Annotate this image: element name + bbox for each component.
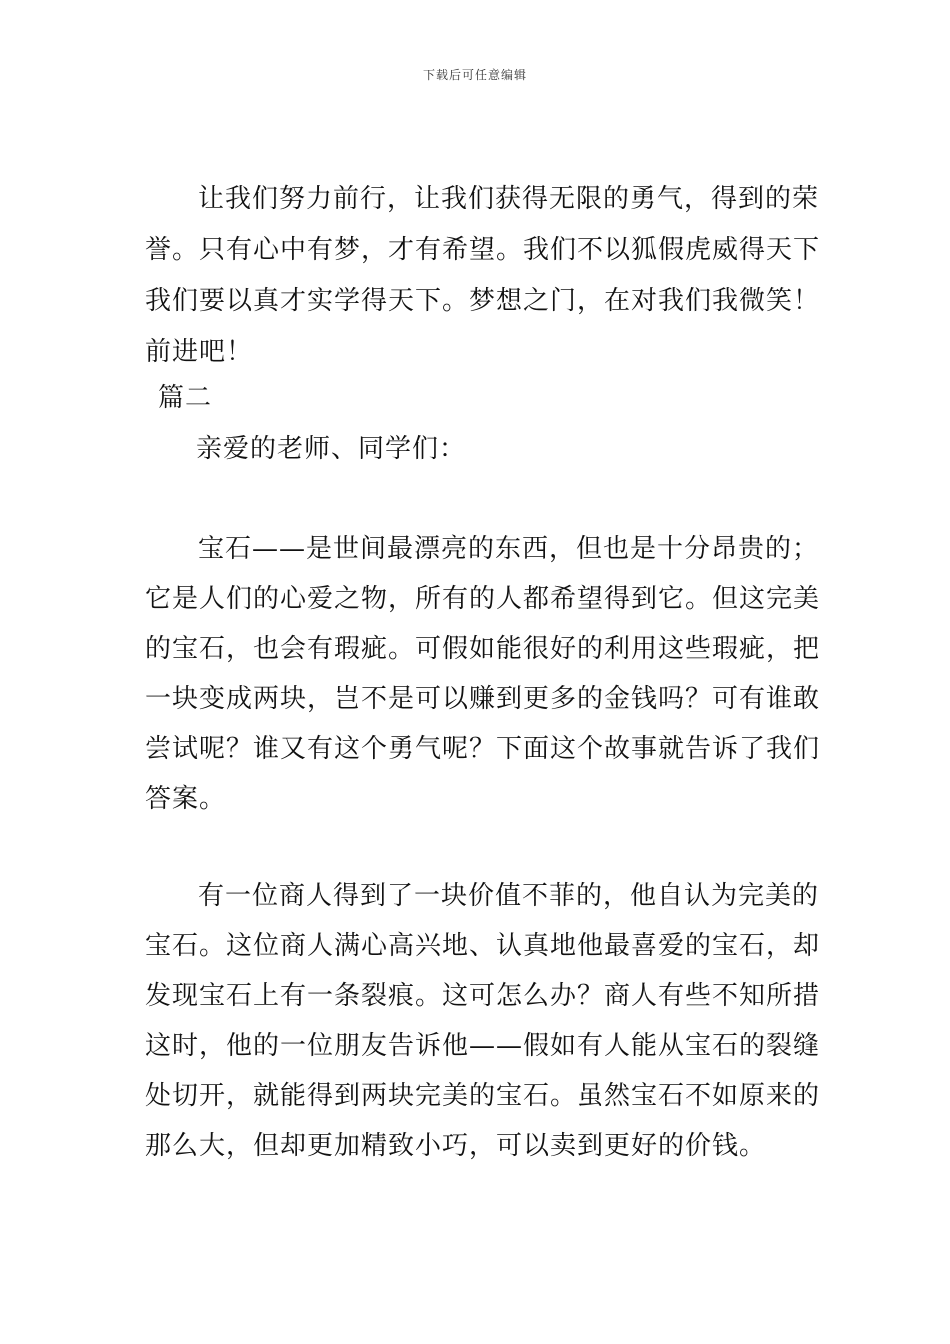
paragraph-line: 有一位商人得到了一块价值不菲的，他自认为完美的 — [198, 881, 820, 911]
paragraph-line: 那么大，但却更加精致小巧，可以卖到更好的价钱。 — [145, 1131, 767, 1161]
paragraph-line: 它是人们的心爱之物，所有的人都希望得到它。但这完美 — [145, 584, 821, 614]
paragraph-line: 宝石。这位商人满心高兴地、认真地他最喜爱的宝石，却 — [145, 931, 821, 961]
paragraph-line: 前进吧！ — [145, 337, 254, 367]
paragraph-line: 宝石——是世间最漂亮的东西，但也是十分昂贵的； — [198, 534, 820, 564]
paragraph-line: 誉。只有心中有梦，才有希望。我们不以狐假虎威得天下 — [145, 235, 821, 265]
paragraph-line: 处切开，就能得到两块完美的宝石。虽然宝石不如原来的 — [145, 1081, 821, 1111]
section-heading: 篇二 — [158, 383, 213, 413]
paragraph-line: 答案。 — [145, 784, 227, 814]
paragraph-line: 尝试呢？谁又有这个勇气呢？下面这个故事就告诉了我们 — [145, 734, 821, 764]
paragraph-line: 让我们努力前行，让我们获得无限的勇气，得到的荣 — [198, 184, 820, 214]
paragraph-line: 的宝石，也会有瑕疵。可假如能很好的利用这些瑕疵，把 — [145, 634, 821, 664]
page-header: 下载后可任意编辑 — [422, 68, 527, 82]
paragraph-line: 一块变成两块，岂不是可以赚到更多的金钱吗？可有谁敢 — [145, 684, 821, 714]
paragraph-line: 发现宝石上有一条裂痕。这可怎么办？商人有些不知所措 — [145, 981, 821, 1011]
salutation: 亲爱的老师、同学们： — [196, 434, 467, 464]
paragraph-line: 这时，他的一位朋友告诉他——假如有人能从宝石的裂缝 — [145, 1031, 821, 1061]
paragraph-line: 我们要以真才实学得天下。梦想之门，在对我们我微笑！ — [145, 286, 821, 316]
